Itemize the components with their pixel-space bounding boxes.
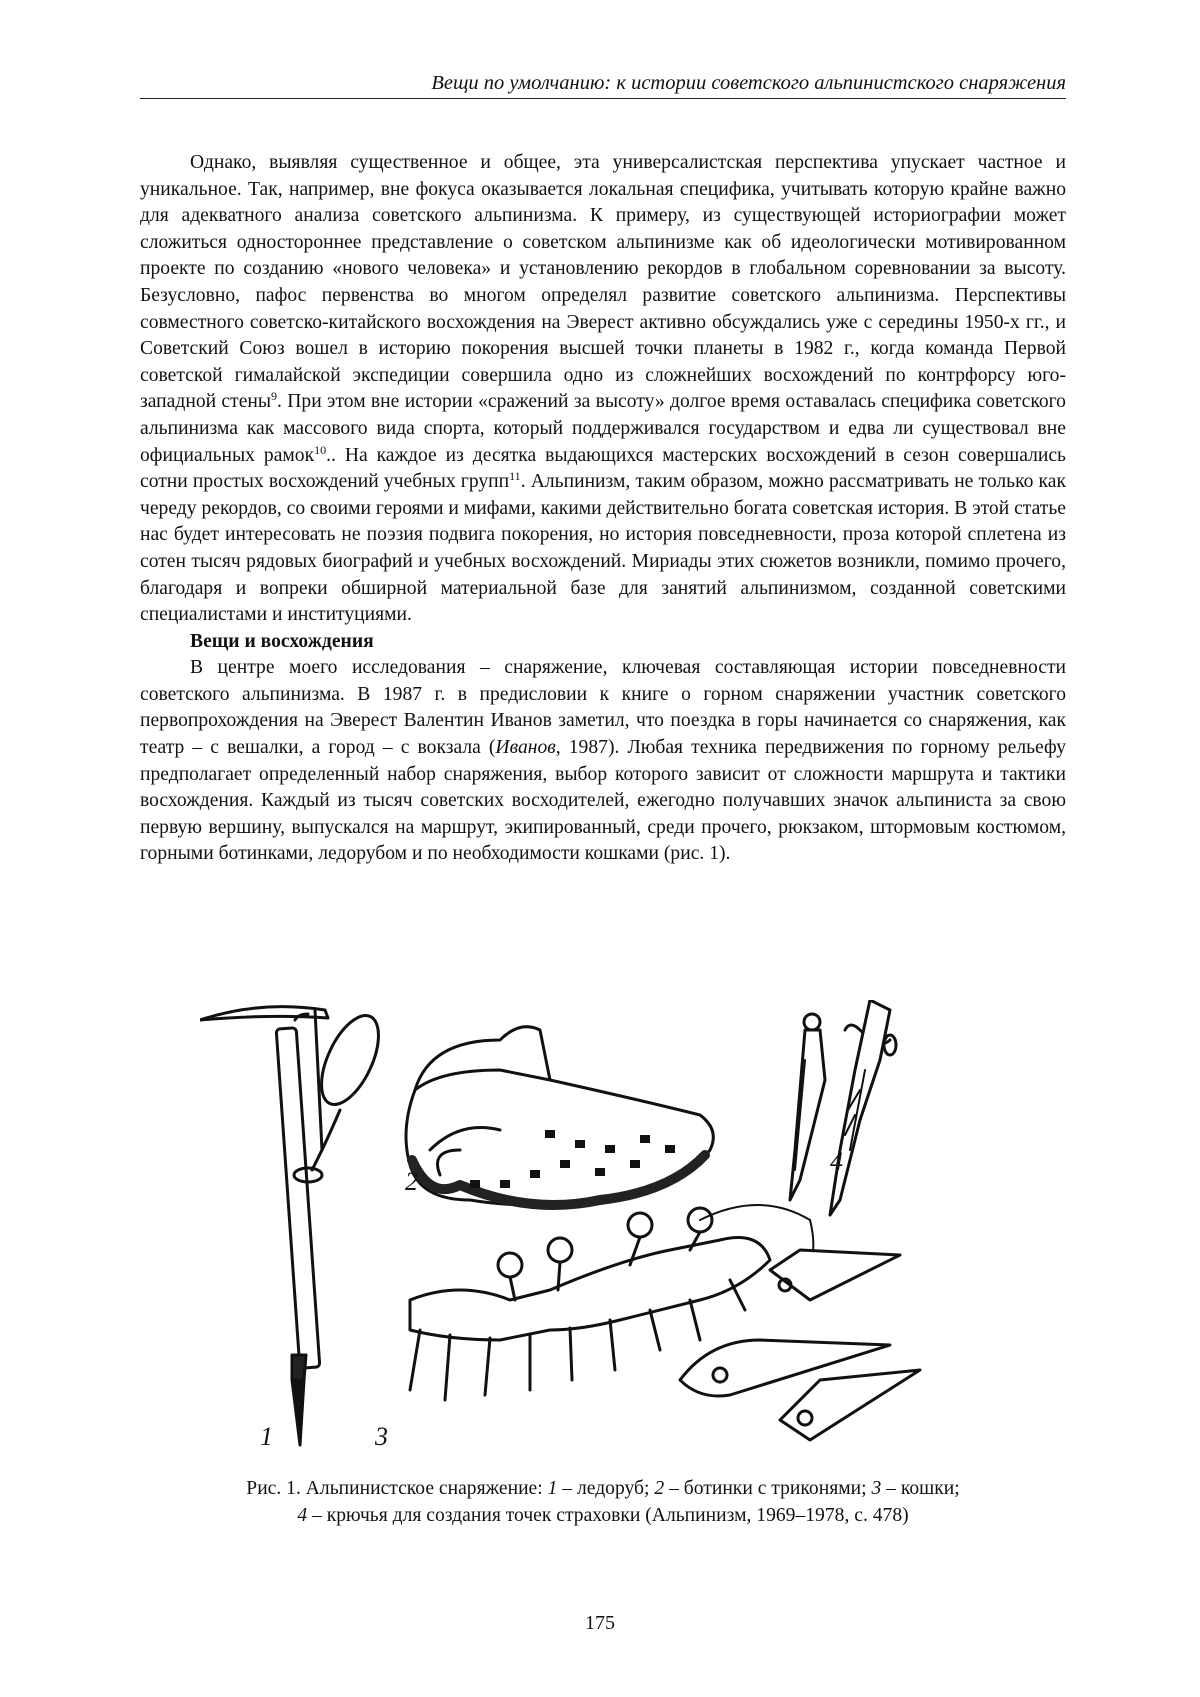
footnote-ref-10[interactable]: 10 (314, 442, 327, 457)
caption-prefix: Рис. 1. Альпинистское снаряжение: (246, 1478, 548, 1499)
citation-author: Иванов (495, 737, 556, 759)
paragraph-1-text-b: . При этом вне истории «сражений за высоту» долгое время оставалась специфика советского альпинизма как массового вида спорта, который поддерживался государством и едва ли существовал вне официальных рамок (140, 391, 1066, 466)
paragraph-2-text-b: , 1987). Любая техника передвижения по горному рельефу предполагает определенный набор снаряжения, выбор которого зависит от сложности маршрута и тактики восхождения. Каждый из тысяч советских восходителей, ежегодно получавших значок альпиниста за свою первую вершину, выпускался на маршрут, экипированный, среди прочего, рюкзаком, штормовым костюмом, горными ботинками, ледорубом и по необходимости кошками (рис. 1). (140, 737, 1066, 865)
paragraph-1-text-a: Однако, выявляя существенное и общее, эта универсалистская перспектива упускает частное и уникальное. Так, например, вне фокуса оказывается локальная специфика, учитывать которую крайне важно для адекватного анализа советского альпинизма. К примеру, из существующей историографии может сложиться одностороннее представление о советском альпинизме как об идеологически мотивированном проекте по созданию «нового человека» и установлению рекордов в глобальном соревновании за высоту. Безусловно, пафос первенства во многом определял развитие советского альпинизма. Перспективы совместного советско-китайского восхождения на Эверест активно обсуждались уже с середины 1950-х гг., и Советский Союз вошел в историю покорения высшей точки планеты в 1982 г., когда команда Первой советской гималайской экспедиции совершила одно из сложнейших восхождений по контрфорсу юго-западной стены (140, 152, 1066, 413)
figure-caption (140, 1476, 1066, 1529)
running-title: Вещи по умолчанию: к истории советского альпинистского снаряжения (431, 72, 1066, 94)
figure-label-1: 1 (260, 1422, 273, 1451)
caption-num-3: 3 (871, 1478, 882, 1499)
footnote-ref-9[interactable]: 9 (271, 389, 278, 404)
caption-desc-2: – ботинки с триконями; (664, 1478, 872, 1499)
caption-desc-4: – крючья для создания точек страховки (Альпинизм, 1969–1978, с. 478) (307, 1504, 909, 1526)
pitons-top-drawing (790, 1000, 896, 1215)
paragraph-1-text-d: . Альпинизм, таким образом, можно рассматривать не только как череду рекордов, со своими героями и мифами, какими действительно богата советская история. В этой статье нас будет интересовать не поэзия подвига покорения, но история повседневности, проза которой сплетена из сотен тысяч рядовых биографий и учебных восхождений. Мириады этих сюжетов возникли, помимо прочего, благодаря и вопреки обширной материальной базе для занятий альпинизмом, созданной советскими специалистами и институциями. (140, 471, 1066, 626)
caption-num-1: 1 (547, 1478, 558, 1499)
paragraph-1 (140, 150, 1066, 629)
paragraph-2-text-a: В центре моего исследования – снаряжение, ключевая составляющая истории повседневности советского альпинизма. В 1987 г. в предисловии к книге о горном снаряжении участник советского первопрохождения на Эверест Валентин Иванов заметил, что поездка в горы начинается со снаряжения, как театр – с вешалки, а город – с вокзала ( (140, 657, 1066, 759)
equipment-drawing (200, 1000, 1060, 1470)
caption-num-2: 2 (654, 1478, 665, 1499)
page-number: 175 (585, 1612, 615, 1634)
footnote-ref-11[interactable]: 11 (509, 469, 521, 484)
figure-label-2: 2 (405, 1167, 418, 1196)
paragraph-2 (140, 655, 1066, 868)
figure-label-4: 4 (830, 1147, 843, 1176)
paragraph-1-text-c: .. На каждое из десятка выдающихся мастерских восхождений в сезон совершались сотни простых восхождений учебных групп (140, 444, 1066, 493)
article-body (140, 150, 1066, 868)
figure-1-equipment-illustration (200, 1000, 1060, 1470)
caption-desc-1: – ледоруб; (557, 1478, 655, 1499)
figure-label-3: 3 (375, 1422, 388, 1451)
caption-desc-3: – кошки; (881, 1478, 960, 1499)
running-header (140, 72, 1066, 99)
boot-drawing (406, 1027, 713, 1205)
ice-axe-drawing (200, 1007, 390, 1445)
caption-num-4: 4 (297, 1504, 308, 1526)
section-heading: Вещи и восхождения (190, 630, 374, 652)
